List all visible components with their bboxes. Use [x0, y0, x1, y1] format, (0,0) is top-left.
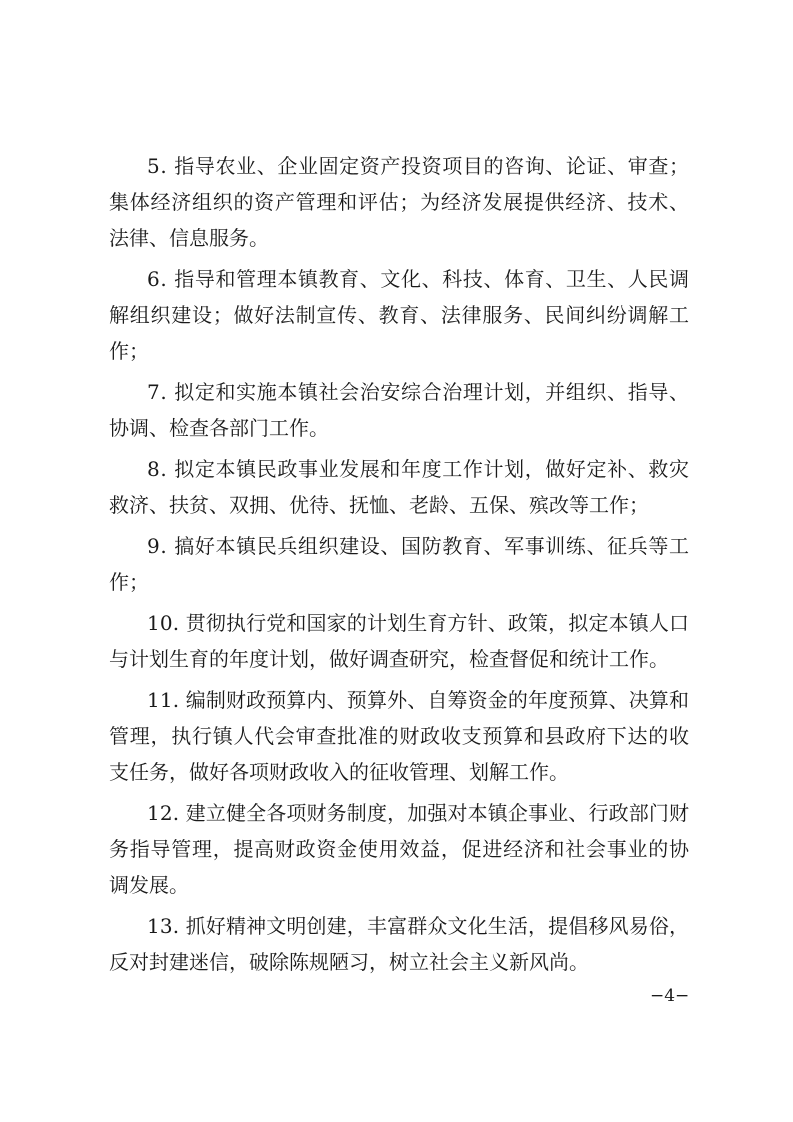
paragraph-5-line-1: 5. 指导农业、企业固定资产投资项目的咨询、论证、审查； — [147, 154, 690, 178]
paragraph-7-line-1: 7. 拟定和实施本镇社会治安综合治理计划，并组织、指导、 — [147, 380, 690, 404]
paragraph-6-line-3: 作； — [109, 339, 149, 363]
page-number: −4− — [650, 986, 690, 1006]
paragraph-12-line-2: 务指导管理，提高财政资金使用效益，促进经济和社会事业的协 — [109, 837, 690, 861]
paragraph-10-line-1: 10. 贯彻执行党和国家的计划生育方针、政策，拟定本镇人口 — [147, 611, 690, 635]
paragraph-8-line-1: 8. 拟定本镇民政事业发展和年度工作计划，做好定补、救灾 — [147, 457, 690, 481]
paragraph-5-line-3: 法律、信息服务。 — [109, 226, 269, 250]
paragraph-13-line-1: 13. 抓好精神文明创建，丰富群众文化生活，提倡移风易俗， — [147, 914, 690, 938]
paragraph-9-line-1: 9. 搞好本镇民兵组织建设、国防教育、军事训练、征兵等工 — [147, 534, 690, 558]
paragraph-6-line-1: 6. 指导和管理本镇教育、文化、科技、体育、卫生、人民调 — [147, 267, 690, 291]
paragraph-8-line-2: 救济、扶贫、双拥、优待、抚恤、老龄、五保、殡改等工作； — [109, 493, 649, 517]
paragraph-12-line-1: 12. 建立健全各项财务制度，加强对本镇企事业、行政部门财 — [147, 801, 690, 825]
paragraph-5-line-2: 集体经济组织的资产管理和评估；为经济发展提供经济、技术、 — [109, 190, 690, 214]
paragraph-11-line-3: 支任务，做好各项财政收入的征收管理、划解工作。 — [109, 760, 569, 784]
paragraph-12-line-3: 调发展。 — [109, 873, 189, 897]
paragraph-10-line-2: 与计划生育的年度计划，做好调查研究，检查督促和统计工作。 — [109, 647, 669, 671]
paragraph-13-line-2: 反对封建迷信，破除陈规陋习，树立社会主义新风尚。 — [109, 950, 589, 974]
paragraph-9-line-2: 作； — [109, 570, 149, 594]
paragraph-11-line-2: 管理，执行镇人代会审查批准的财政收支预算和县政府下达的收 — [109, 724, 690, 748]
paragraph-7-line-2: 协调、检查各部门工作。 — [109, 416, 329, 440]
paragraph-11-line-1: 11. 编制财政预算内、预算外、自筹资金的年度预算、决算和 — [147, 688, 690, 712]
paragraph-6-line-2: 解组织建设；做好法制宣传、教育、法律服务、民间纠纷调解工 — [109, 303, 690, 327]
